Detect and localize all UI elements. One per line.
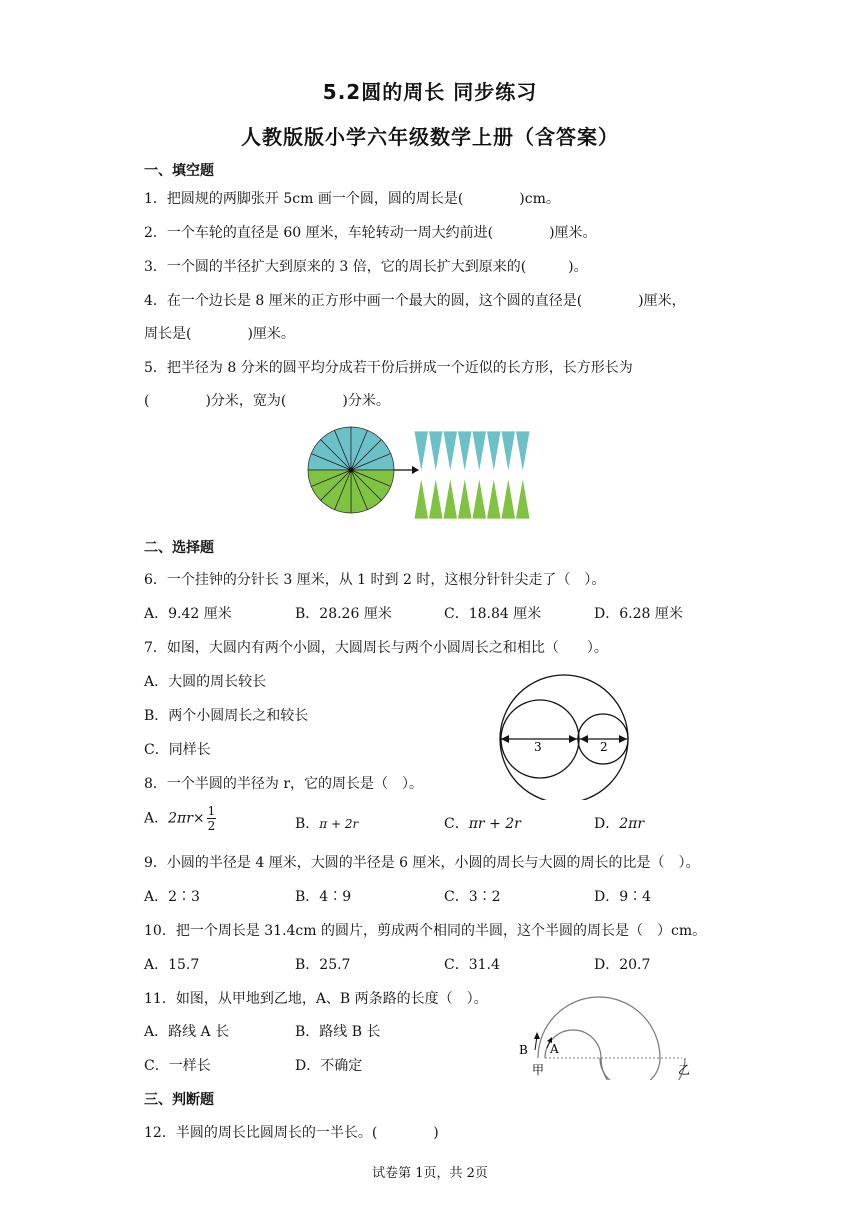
q8-option-a-label: A． xyxy=(144,810,169,827)
label-b: B xyxy=(519,1043,528,1057)
q8-option-d: D．2πr xyxy=(594,816,645,832)
q9-option-d: D．9∶4 xyxy=(594,889,652,905)
q6-option-a: A．9.42 厘米 xyxy=(144,606,232,622)
label-a: A xyxy=(550,1042,559,1056)
question-4-line2: 周长是( )厘米。 xyxy=(144,326,295,342)
q10-option-a: A．15.7 xyxy=(144,957,200,973)
rearranged-sectors xyxy=(414,431,530,519)
green-sector xyxy=(487,477,502,519)
teal-sector xyxy=(487,431,502,473)
question-8: 8．一个半圆的半径为 r，它的周长是（ ）。 xyxy=(144,776,424,792)
green-sector xyxy=(443,477,458,519)
q9-option-c: C．3∶2 xyxy=(444,889,501,905)
arrow xyxy=(394,466,419,474)
big-circle xyxy=(500,675,628,800)
teal-sector xyxy=(458,431,473,473)
section-true-false: 三、判断题 xyxy=(144,1092,214,1108)
teal-sector xyxy=(443,431,458,473)
q8-option-a xyxy=(144,805,216,832)
circle-center xyxy=(349,468,354,473)
q7-option-a: A．大圆的周长较长 xyxy=(144,674,267,690)
q6-option-b: B．28.26 厘米 xyxy=(295,606,392,622)
q8-option-a-fraction: $\frac{1}{2}$ xyxy=(207,804,216,833)
q8-option-c: C．πr + 2r xyxy=(444,816,521,832)
q6-option-d: D．6.28 厘米 xyxy=(594,606,683,622)
page-footer: 试卷第 1页，共 2页 xyxy=(372,1166,488,1181)
question-1: 1．把圆规的两脚张开 5cm 画一个圆，圆的周长是( )cm。 xyxy=(144,191,560,207)
question-5-line1: 5．把半径为 8 分米的圆平均分成若干份后拼成一个近似的长方形，长方形长为 xyxy=(144,360,633,376)
route-a-path xyxy=(545,1030,685,1080)
q10-option-d: D．20.7 xyxy=(594,957,651,973)
page-title: 5.2圆的周长 同步练习 xyxy=(322,80,538,104)
q9-option-a: A．2∶3 xyxy=(144,889,200,905)
label-right-diameter: 2 xyxy=(600,740,608,754)
question-5-line2: ( )分米，宽为( )分米。 xyxy=(144,393,390,409)
question-2: 2．一个车轮的直径是 60 厘米，车轮转动一周大约前进( )厘米。 xyxy=(144,225,597,241)
teal-sector xyxy=(472,431,487,473)
teal-sector xyxy=(414,431,429,473)
teal-sector xyxy=(429,431,444,473)
q11-option-c: C．一样长 xyxy=(144,1058,211,1074)
q11-option-a: A．路线 A 长 xyxy=(144,1024,230,1040)
question-4-line1: 4．在一个边长是 8 厘米的正方形中画一个最大的圆，这个圆的直径是( )厘米， xyxy=(144,293,686,309)
page-subtitle: 人教版版小学六年级数学上册（含答案） xyxy=(241,125,619,149)
green-sector xyxy=(458,477,473,519)
q6-option-c: C．18.84 厘米 xyxy=(444,606,542,622)
q7-option-b: B．两个小圆周长之和较长 xyxy=(144,708,309,724)
green-sector xyxy=(501,477,516,519)
label-left-diameter: 3 xyxy=(534,740,542,754)
green-sector xyxy=(414,477,429,519)
question-7: 7．如图，大圆内有两个小圆，大圆周长与两个小圆周长之和相比（ ）。 xyxy=(144,640,608,656)
question-9: 9．小圆的半径是 4 厘米，大圆的半径是 6 厘米，小圆的周长与大圆的周长的比是（ ）。 xyxy=(144,855,700,871)
green-sector xyxy=(429,477,444,519)
label-start: 甲 xyxy=(532,1063,545,1077)
teal-sector xyxy=(516,431,531,473)
q8-option-a-expr: 2πr× xyxy=(168,810,205,827)
q11-option-d: D．不确定 xyxy=(295,1058,363,1074)
green-sector xyxy=(516,477,531,519)
teal-sector xyxy=(501,431,516,473)
question-3: 3．一个圆的半径扩大到原来的 3 倍，它的周长扩大到原来的( )。 xyxy=(144,259,588,275)
divided-circle xyxy=(308,427,394,513)
q9-option-b: B．4∶9 xyxy=(295,889,352,905)
q8-option-b: B．π + 2r xyxy=(295,816,359,832)
q7-option-c: C．同样长 xyxy=(144,742,211,758)
question-10: 10．把一个周长是 31.4cm 的圆片，剪成两个相同的半圆，这个半圆的周长是（ ）cm。 xyxy=(144,923,707,939)
circles-figure xyxy=(496,660,636,800)
circle-sector-figure xyxy=(300,425,550,525)
green-sector xyxy=(472,477,487,519)
label-end: 乙 xyxy=(678,1063,691,1077)
question-6: 6．一个挂钟的分针长 3 厘米，从 1 时到 2 时，这根分针针尖走了（ ）。 xyxy=(144,572,606,588)
routes-figure xyxy=(510,990,700,1080)
section-multiple-choice: 二、选择题 xyxy=(144,540,214,556)
q11-option-b: B．路线 B 长 xyxy=(295,1024,381,1040)
q10-option-b: B．25.7 xyxy=(295,957,351,973)
question-12: 12．半圆的周长比圆周长的一半长。( ) xyxy=(144,1125,439,1141)
q10-option-c: C．31.4 xyxy=(444,957,500,973)
section-fill-in: 一、填空题 xyxy=(144,163,214,179)
question-11: 11．如图，从甲地到乙地，A、B 两条路的长度（ ）。 xyxy=(144,991,488,1007)
route-b-path xyxy=(538,997,660,1080)
